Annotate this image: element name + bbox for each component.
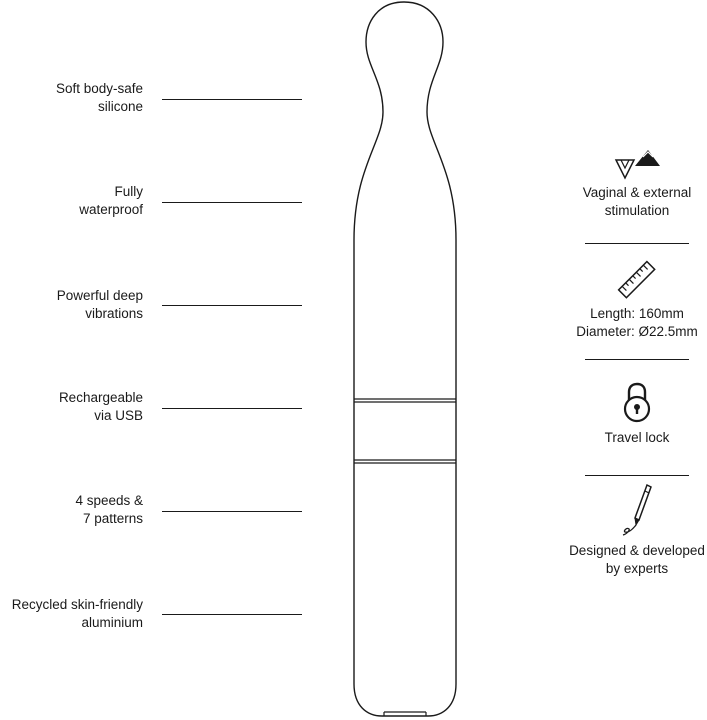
left-feature-2 [57, 287, 143, 323]
right-feature-line1: Designed & developed [569, 543, 705, 558]
left-feature-line2: waterproof [79, 202, 143, 217]
left-feature-line2: via USB [94, 408, 143, 423]
right-divider [585, 243, 689, 244]
product-body [354, 2, 456, 716]
leader-line [162, 202, 302, 203]
right-feature-3 [537, 542, 707, 578]
leader-line [162, 614, 302, 615]
right-feature-0 [537, 184, 707, 220]
left-feature-line1: Powerful deep [56, 288, 143, 303]
left-feature-line1: Rechargeable [58, 390, 143, 405]
left-feature-5 [12, 596, 143, 632]
right-feature-1 [537, 305, 707, 341]
leader-line [162, 511, 302, 512]
left-feature-line2: 7 patterns [82, 511, 143, 526]
left-feature-4 [75, 492, 143, 528]
left-feature-1 [79, 183, 143, 219]
ruler-icon [615, 258, 659, 302]
leader-line [162, 408, 302, 409]
triangles-icon [613, 148, 663, 182]
right-divider [585, 475, 689, 476]
padlock-icon [622, 380, 652, 424]
left-feature-line2: aluminium [81, 615, 143, 630]
right-feature-2 [537, 429, 707, 447]
right-feature-line2: Diameter: Ø22.5mm [576, 324, 698, 339]
right-feature-line1: Travel lock [604, 430, 670, 445]
left-feature-0 [56, 80, 143, 116]
left-feature-line2: silicone [97, 99, 143, 114]
left-feature-3 [59, 389, 143, 425]
right-feature-line1: Length: 160mm [590, 306, 684, 321]
left-feature-line1: Fully [114, 184, 143, 199]
right-feature-line1: Vaginal & external [582, 185, 692, 200]
right-feature-line2: by experts [605, 561, 669, 576]
leader-line [162, 99, 302, 100]
right-divider [585, 359, 689, 360]
left-feature-line2: vibrations [85, 306, 143, 321]
leader-line [162, 305, 302, 306]
left-feature-line1: Soft body-safe [55, 81, 143, 96]
left-feature-line1: 4 speeds & [75, 493, 143, 508]
right-feature-line2: stimulation [604, 203, 670, 218]
pen-icon [618, 482, 658, 538]
left-feature-line1: Recycled skin-friendly [11, 597, 143, 612]
